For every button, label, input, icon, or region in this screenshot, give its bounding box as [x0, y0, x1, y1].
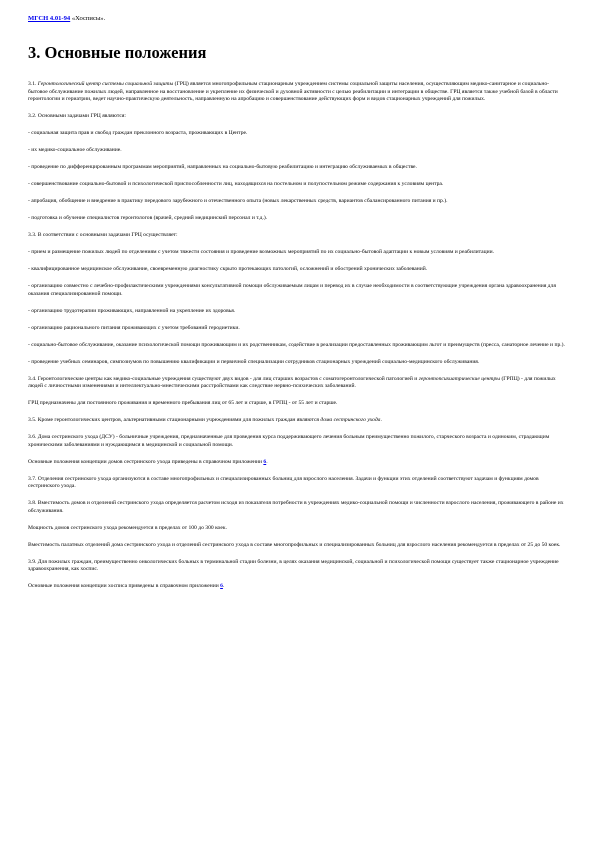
task-item: - социальная защита прав и свобод граждан преклонного возраста, проживающих в Центре. [28, 130, 248, 137]
paragraph-capacity: Мощность домов сестринского ухода рекомендуется в пределах от 100 до 300 коек. [28, 524, 227, 531]
paragraph-text: 3.5. Кроме геронтологических центров, альтернативными стационарными учреждениями для пожилых граждан являются [28, 417, 321, 424]
paragraph-text: 3.4. Геронтологические центры как медико-социальные учреждения существуют двух видов - для лиц старших возрастов с соматогеронтологической патологией и [28, 375, 419, 382]
paragraph-text: (ГРПЦ) - для пожилых людей с личностными изменениями и интеллектуально-мнестическими расстройствами как следствие нервно-психических заболеваний. [28, 375, 556, 390]
paragraph-text: (ГРЦ) является многопрофильным стационарным учреждением системы социальной защиты населения, осуществляющим медико-санитарное и социально-бытовое обслуживание пожилых людей, направленное на восстановление и укрепление их физической и духовной активности с целью реабилитации и интеграции в обществе. ГРЦ является также учебной базой в области геронтологии и гериатрии, ведет научно-практическую деятельность, направленную на апробацию и совершенствование действующих форм и видов стационарных учреждений для пожилых. [28, 81, 558, 103]
paragraph-3-7: 3.7. Отделения сестринского ухода организуются в составе многопрофильных и специализированных больниц для взрослого населения. Задачи и функции этих отделений соответствуют задачам и функциям домов сестринского ухода. [28, 475, 539, 490]
paragraph-concept-hospice [28, 583, 568, 591]
paragraph-3-8: 3.8. Вместимость домов и отделений сестринского ухода определяется расчетом исходя из показателя потребности в учреждениях медико-социальной помощи и численности взрослого населения, проживающего в районе их обслуживания. [28, 500, 564, 514]
task-item: - проведение по дифференцированным программам мероприятий, направленных на социально-бытовую реабилитацию и интеграцию обслуживаемых в обществе. [28, 164, 417, 171]
task-item: - совершенствование социально-бытовой и психологической приспособленности лиц, находящихся на постельном и полупостельном режиме содержания к условиям центра. [28, 181, 444, 188]
paragraph-3-3: 3.3. В соответствии с основными задачами ГРЦ осуществляет: [28, 232, 178, 239]
paragraph-end: . [222, 583, 225, 590]
appendix-link[interactable]: 6 [220, 583, 223, 590]
duty-item: - социально-бытовое обслуживание, оказание психологической помощи проживающим и их родственникам, содействие в реализации предоставленных проживающим льгот и преимуществ (пресса, санаторное лечение и пр.). [28, 341, 565, 348]
page-title: 3. Основные положения [28, 43, 207, 62]
paragraph-end: . [266, 458, 268, 465]
paragraph-3-2: 3.2. Основными задачами ГРЦ являются: [28, 113, 126, 120]
emphasis-term: геронтопсихиатрические центры [418, 375, 501, 382]
emphasis-term: Геронтологический центр системы социальной защиты [37, 81, 174, 87]
document-page [28, 14, 568, 600]
duty-item: - квалифицированное медицинское обслуживание, своевременную диагностику скрыто протекающих патологий, осложнений и обострений хронических заболеваний. [28, 266, 428, 273]
paragraph-3-4 [28, 376, 568, 391]
paragraph-number: 3.1. [28, 81, 38, 87]
duty-item: - проведение учебных семинаров, симпозиумов по повышению квалификации и первичной специализации сотрудников стационарных учреждений социально-медицинского обслуживания. [28, 358, 480, 365]
duty-item: - прием и размещение пожилых людей по отделениям с учетом тяжести состояния и проведение возможных мероприятий по их социально-бытовой адаптации к новым условиям и реабилитации. [28, 249, 494, 256]
duty-item: - организацию трудотерапии проживающих, направленной на укрепление их здоровья. [28, 307, 236, 314]
duty-item: - организацию рационального питания проживающих с учетом требований геродиетики. [28, 324, 240, 331]
paragraph-end: . [380, 417, 382, 424]
paragraph-3-1 [28, 81, 568, 104]
paragraph-text: Основные положения концепции хосписа приведены в справочном приложении [28, 583, 221, 590]
task-item: - апробация, обобщение и внедрение в практику передового зарубежного и отечественного опыта (новых лекарственных средств, вариантов сбалансированного питания и пр.). [28, 198, 448, 205]
emphasis-term: дома сестринского ухода [320, 417, 381, 424]
appendix-link[interactable]: 6 [263, 458, 267, 465]
paragraph-3-9: 3.9. Для пожилых граждан, преимущественно онкологических больных в терминальной стадии болезни, в целях оказания медицинской, социальной и психологической помощи существует также стационарное учреждение здравоохранения, как хоспис. [28, 558, 559, 573]
paragraph-capacity-wards: Вместимость палатных отделений дома сестринского ухода и отделений сестринского ухода в составе многопрофильных и специализированных больниц для взрослого населения рекомендуется в пределах от 25 до 50 коек. [28, 541, 561, 548]
paragraph-text: Основные положения концепции домов сестринского ухода приведены в справочном приложении [28, 458, 264, 465]
paragraph-3-6: 3.6. Дома сестринского ухода (ДСУ) - больничные учреждения, предназначенные для проведения курса поддерживающего лечения больным преимущественно пожилого, старческого возраста и одиноким, страдающим хроническими заболеваниями и нуждающимся в медицинской и социальной помощи. [28, 434, 550, 448]
task-item: - подготовка и обучение специалистов геронтологов (врачей, средний медицинский персонал и т.д.). [28, 215, 268, 222]
duty-item: - организацию совместно с лечебно-профилактическими учреждениями консультативной помощи обслуживаемым лицам и перевод их в случае необходимости в соответствующие учреждения органа здравоохранения для оказания специализированной помощи. [28, 283, 556, 297]
paragraph-grc-ages: ГРЦ предназначены для постоянного проживания и временного пребывания лиц от 65 лет и старше, в ГРПЦ - от 55 лет и старше. [28, 400, 338, 407]
breadcrumb-rest: «Хосписы». [70, 15, 106, 22]
paragraph-concept-nursing [28, 459, 568, 467]
task-item: - их медико-социальное обслуживание. [28, 147, 122, 154]
breadcrumb-link[interactable]: МГСН 4.01-94 [28, 15, 71, 22]
paragraph-3-5 [28, 417, 568, 425]
breadcrumb [28, 14, 568, 23]
